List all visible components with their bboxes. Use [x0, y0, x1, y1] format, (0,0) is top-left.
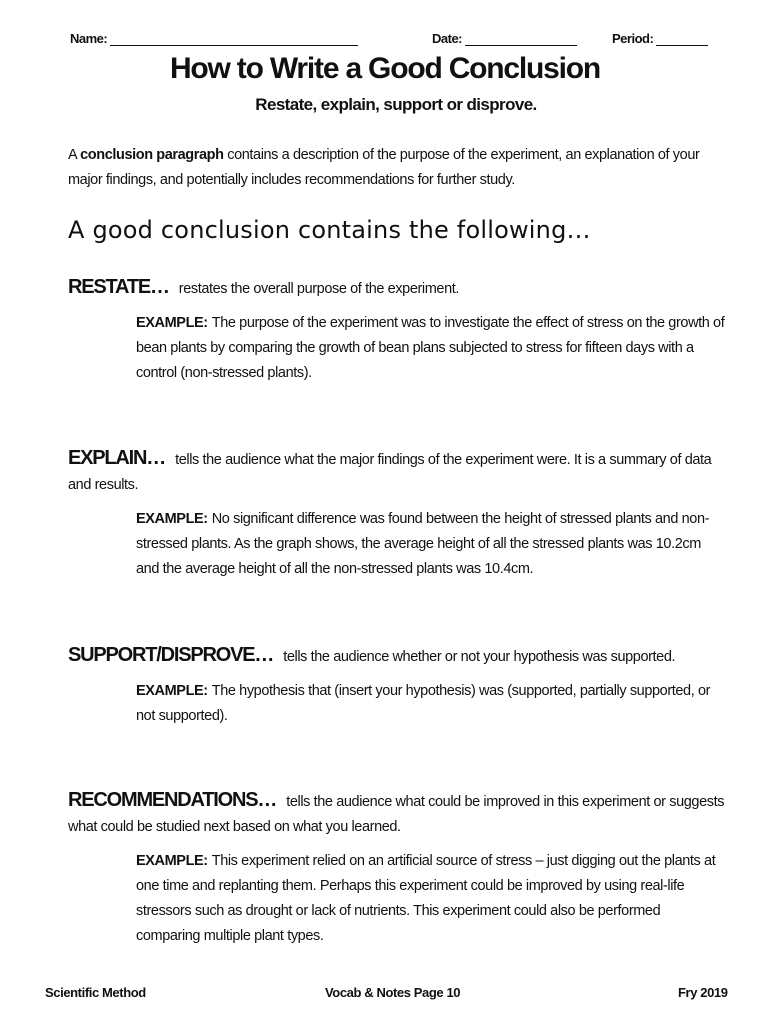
section-description: tells the audience whether or not your hypothesis was supported. [283, 649, 676, 665]
section-support-disprove [68, 643, 728, 729]
section-description: tells the audience what the major findings of the experiment were. It is a summary of data and results. [68, 452, 712, 493]
intro-prefix: A [68, 147, 81, 163]
example-block [136, 507, 726, 582]
example-text: This experiment relied on an artificial source of stress – just digging out the plants at one time and replanting them. Perhaps this experiment could be improved by using real-life stressors such as drought or lack of nutrients. This experiment could also be performed comparing multiple plant types. [136, 853, 716, 944]
name-blank-line[interactable] [110, 33, 358, 46]
section-recommendations [68, 788, 728, 949]
page-title: How to Write a Good Conclusion [169, 52, 601, 85]
section-explain [68, 446, 728, 582]
date-blank-line[interactable] [465, 33, 577, 46]
section-term: SUPPORT/DISPROVE… [68, 644, 274, 666]
example-label: EXAMPLE: [136, 853, 208, 869]
date-label: Date: [432, 31, 463, 46]
example-block [136, 679, 726, 729]
footer-page-number: Vocab & Notes Page 10 [325, 985, 461, 1000]
period-blank-line[interactable] [656, 33, 708, 46]
example-label: EXAMPLE: [136, 683, 208, 699]
name-label: Name: [70, 31, 108, 46]
intro-rest: contains a description of the purpose of the experiment, an explanation of your major findings, and potentially includes recommendations for further study. [68, 147, 700, 188]
section-description: tells the audience what could be improved in this experiment or suggests what could be studied next based on what you learned. [68, 794, 725, 835]
section-restate [68, 275, 728, 386]
section-term: RESTATE… [68, 276, 169, 298]
example-block [136, 311, 726, 386]
section-description: restates the overall purpose of the experiment. [178, 281, 460, 297]
section-heading: A good conclusion contains the following… [68, 216, 591, 244]
footer-author: Fry 2019 [678, 985, 728, 1000]
section-term: RECOMMENDATIONS… [68, 789, 277, 811]
example-label: EXAMPLE: [136, 315, 208, 331]
example-text: The purpose of the experiment was to investigate the effect of stress on the growth of bean plants by comparing the growth of bean plans subjected to stress for fifteen days with a control (non-stressed plants). [136, 315, 725, 381]
date-field[interactable] [432, 31, 577, 46]
intro-bold-term: conclusion paragraph [80, 147, 224, 163]
footer-unit: Scientific Method [45, 985, 146, 1000]
name-field[interactable] [70, 31, 358, 46]
period-label: Period: [612, 31, 654, 46]
page-footer [0, 985, 770, 1005]
example-text: No significant difference was found between the height of stressed plants and non-stressed plants. As the graph shows, the average height of all the stressed plants was 10.2cm and the average height of all the non-stressed plants was 10.4cm. [136, 511, 710, 577]
example-label: EXAMPLE: [136, 511, 208, 527]
page-subtitle: Restate, explain, support or disprove. [255, 95, 537, 114]
example-block [136, 849, 726, 949]
period-field[interactable] [612, 31, 708, 46]
student-info-header [0, 31, 770, 51]
section-term: EXPLAIN… [68, 447, 166, 469]
intro-paragraph [68, 143, 728, 193]
example-text: The hypothesis that (insert your hypothesis) was (supported, partially supported, or not supported). [136, 683, 711, 724]
